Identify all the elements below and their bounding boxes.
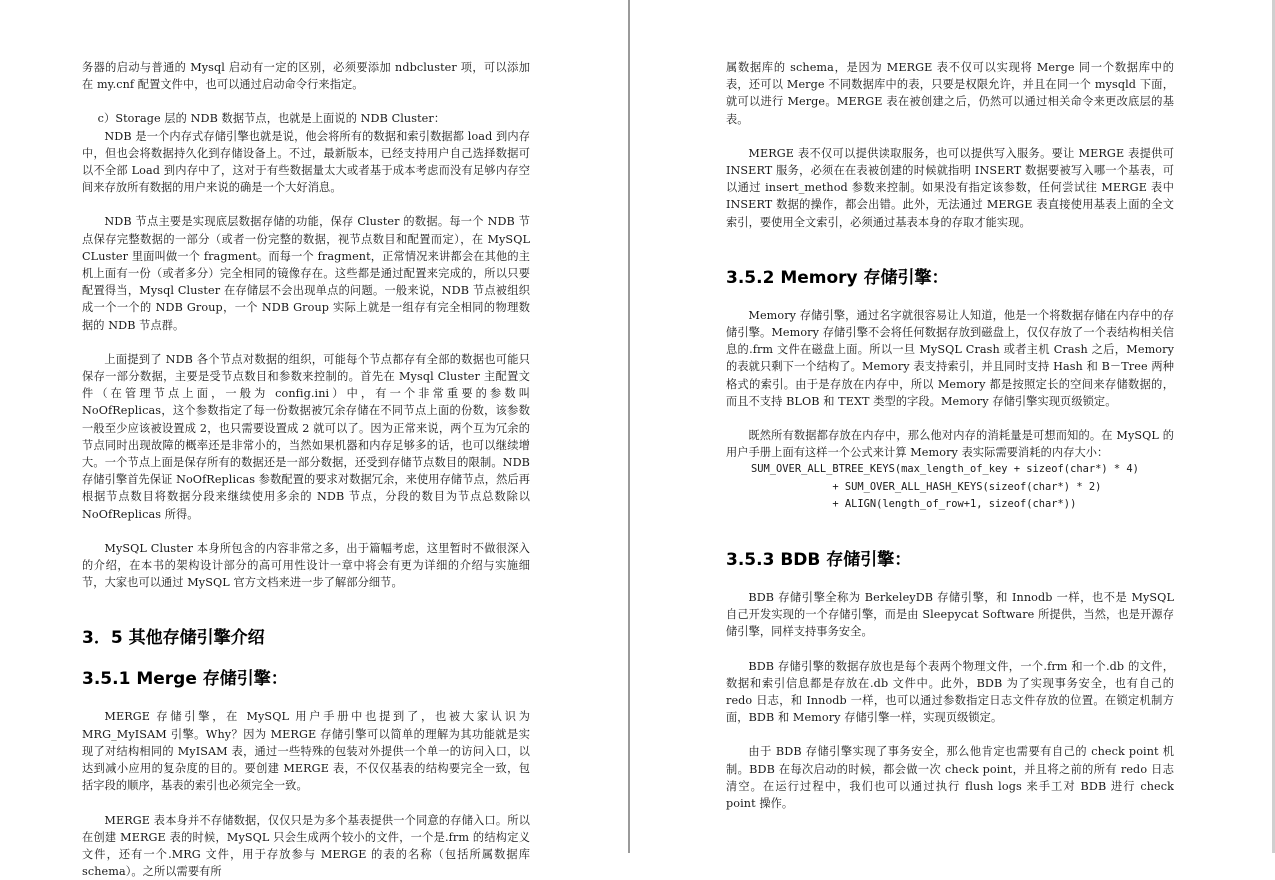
formula-line: + ALIGN(length_of_row+1, sizeof(char*)) [726, 496, 1174, 513]
paragraph: 上面提到了 NDB 各个节点对数据的组织，可能每个节点都存有全部的数据也可能只保存一部分数据，主要是受节点数目和参数来控制的。首先在 Mysql Cluster 主配置文件（在管理节点上面，一般为 config.ini）中，有一个非常重要的参数叫 NoOfReplicas，这个参数指定了每一份数据被冗余存储在不同节点上面的份数，该参数一般至少应该被设置成 2，也只需要设置成 2 就可以了。因为正常来说，两个互为冗余的节点同时出现故障的概率还是非常小的，当然如果机器和内存足够多的话，也可以继续增大。一个节点上面是保存所有的数据还是一部分数据，还受到存储节点数目的限制。NDB 存储引擎首先保证 NoOfReplicas 参数配置的要求对数据冗余，来使用存储节点，然后再根据节点数目将数据分段来继续使用多余的 NDB 节点，分段的数目为节点总数除以 NoOfReplicas 所得。 [82, 351, 530, 523]
paragraph: BDB 存储引擎全称为 BerkeleyDB 存储引擎，和 Innodb 一样，也不是 MySQL 自己开发实现的一个存储引擎，而是由 Sleepycat Software 所提供，当然，也是开源存储引擎，同样支持事务安全。 [726, 589, 1174, 641]
section-heading: 3．5 其他存储引擎介绍 [82, 626, 530, 650]
paragraph: Memory 存储引擎，通过名字就很容易让人知道，他是一个将数据存储在内存中的存储引擎。Memory 存储引擎不会将任何数据存放到磁盘上，仅仅存放了一个表结构相关信息的.frm 文件在磁盘上面。所以一旦 MySQL Crash 或者主机 Crash 之后，Memory 的表就只剩下一个结构了。Memory 表支持索引，并且同时支持 Hash 和 B－Tree 两种格式的索引。由于是存放在内存中，所以 Memory 都是按照定长的空间来存储数据的，而且不支持 BLOB 和 TEXT 类型的字段。Memory 存储引擎实现页级锁定。 [726, 307, 1174, 410]
subsection-heading: 3.5.2 Memory 存储引擎： [726, 266, 1174, 290]
formula-line: SUM_OVER_ALL_BTREE_KEYS(max_length_of_key + sizeof(char*) * 4) [726, 461, 1174, 478]
right-page-content [726, 59, 1174, 812]
paragraph: 属数据库的 schema，是因为 MERGE 表不仅可以实现将 Merge 同一个数据库中的表，还可以 Merge 不同数据库中的表，只要是权限允许，并且在同一个 mysqld 下面，就可以进行 Merge。MERGE 表在被创建之后，仍然可以通过相关命令来更改底层的基表。 [726, 59, 1174, 128]
paragraph: NDB 节点主要是实现底层数据存储的功能，保存 Cluster 的数据。每一个 NDB 节点保存完整数据的一部分（或者一份完整的数据，视节点数目和配置而定），在 MySQL CLuster 里面叫做一个 fragment。而每一个 fragment，正常情况来讲都会在其他的主机上面有一份（或者多分）完全相同的镜像存在。这些都是通过配置来完成的，所以只要配置得当，Mysql Cluster 在存储层不会出现单点的问题。一般来说，NDB 节点被组织成一个一个的 NDB Group，一个 NDB Group 实际上就是一组存有完全相同的物理数据的 NDB 节点群。 [82, 213, 530, 333]
paragraph: MERGE 表本身并不存储数据，仅仅只是为多个基表提供一个同意的存储入口。所以在创建 MERGE 表的时候，MySQL 只会生成两个较小的文件，一个是.frm 的结构定义文件，还有一个.MRG 文件，用于存放参与 MERGE 的表的名称（包括所属数据库 schema）。之所以需要有所 [82, 812, 530, 880]
subsection-heading: 3.5.3 BDB 存储引擎： [726, 548, 1174, 572]
left-page-content [82, 59, 530, 880]
paragraph: 既然所有数据都存放在内存中，那么他对内存的消耗量是可想而知的。在 MySQL 的用户手册上面有这样一个公式来计算 Memory 表实际需要消耗的内存大小： [726, 427, 1174, 461]
left-page [0, 0, 628, 853]
paragraph: 务器的启动与普通的 Mysql 启动有一定的区别，必须要添加 ndbcluster 项，可以添加在 my.cnf 配置文件中，也可以通过启动命令行来指定。 [82, 59, 530, 93]
paragraph: BDB 存储引擎的数据存放也是每个表两个物理文件，一个.frm 和一个.db 的文件，数据和索引信息都是存放在.db 文件中。此外，BDB 为了实现事务安全，也有自己的 redo 日志，和 Innodb 一样，也可以通过参数指定日志文件存放的位置。在锁定机制方面，BDB 和 Memory 存储引擎一样，实现页级锁定。 [726, 658, 1174, 727]
paragraph: MySQL Cluster 本身所包含的内容非常之多，出于篇幅考虑，这里暂时不做很深入的介绍，在本书的架构设计部分的高可用性设计一章中将会有更为详细的介绍与实施细节，大家也可以通过 MySQL 官方文档来进一步了解部分细节。 [82, 540, 530, 592]
list-item-heading: c）Storage 层的 NDB 数据节点，也就是上面说的 NDB Cluster： [82, 110, 530, 127]
right-page [630, 0, 1273, 853]
paragraph: NDB 是一个内存式存储引擎也就是说，他会将所有的数据和索引数据都 load 到内存中，但也会将数据持久化到存储设备上。不过，最新版本，已经支持用户自己选择数据可以不全部 Load 到内存中了，这对于有些数据量太大或者基于成本考虑而没有足够内存空间来存放所有数据的用户来说的确是一个大好消息。 [82, 128, 530, 197]
formula-line: + SUM_OVER_ALL_HASH_KEYS(sizeof(char*) * 2) [726, 479, 1174, 496]
paragraph: 由于 BDB 存储引擎实现了事务安全，那么他肯定也需要有自己的 check point 机制。BDB 在每次启动的时候，都会做一次 check point，并且将之前的所有 redo 日志清空。在运行过程中，我们也可以通过执行 flush logs 来手工对 BDB 进行 check point 操作。 [726, 743, 1174, 812]
paragraph: MERGE 表不仅可以提供读取服务，也可以提供写入服务。要让 MERGE 表提供可 INSERT 服务，必须在在表被创建的时候就指明 INSERT 数据要被写入哪一个基表，可以通过 insert_method 参数来控制。如果没有指定该参数，任何尝试往 MERGE 表中 INSERT 数据的操作，都会出错。此外，无法通过 MERGE 表直接使用基表上面的全文索引，要使用全文索引，必须通过基表本身的存取才能实现。 [726, 145, 1174, 231]
subsection-heading: 3.5.1 Merge 存储引擎： [82, 667, 530, 691]
paragraph: MERGE 存储引擎，在 MySQL 用户手册中也提到了，也被大家认识为 MRG_MyISAM 引擎。Why？因为 MERGE 存储引擎可以简单的理解为其功能就是实现了对结构相同的 MyISAM 表，通过一些特殊的包装对外提供一个单一的访问入口，以达到减小应用的复杂度的目的。要创建 MERGE 表，不仅仅基表的结构要完全一致，包括字段的顺序，基表的索引也必须完全一致。 [82, 708, 530, 794]
